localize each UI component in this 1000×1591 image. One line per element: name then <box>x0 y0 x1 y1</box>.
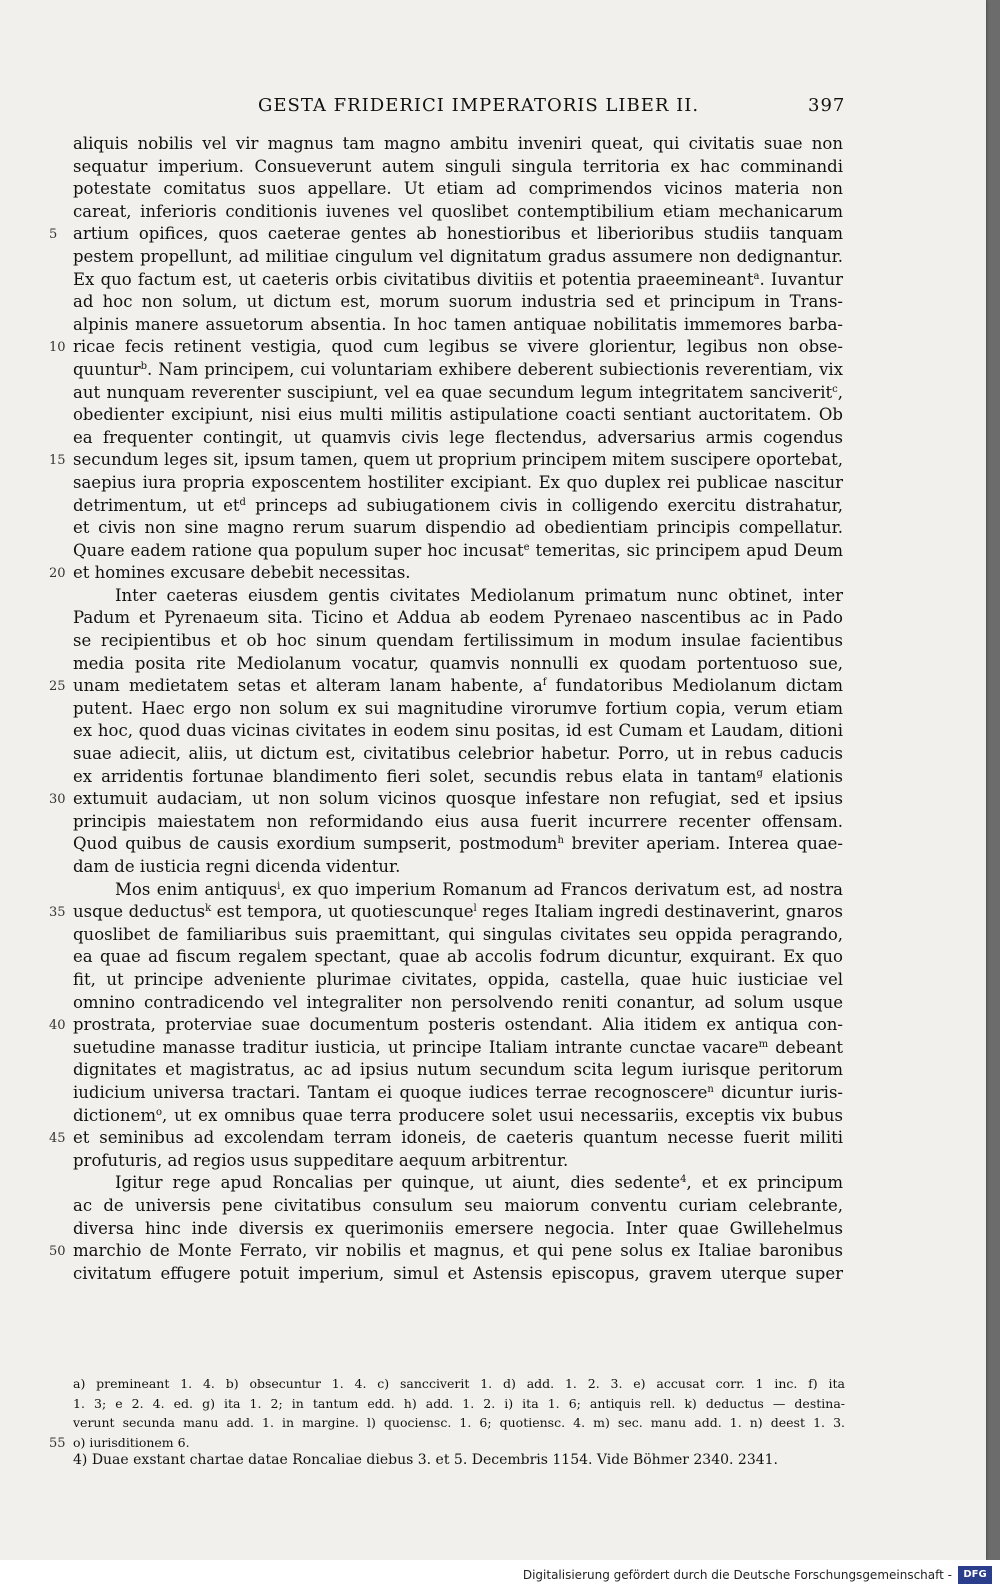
text-line: dictionem$^o$, ut ex omnibus quae terra producere solet usui necessariis, exceptis vix bubus <box>73 1105 843 1125</box>
note-marker: d <box>239 496 246 508</box>
note-marker: a <box>753 270 760 282</box>
text-line: quuntur$^b$. Nam principem, cui voluntariam exhibere deberent subiectionis reverentiam, vix <box>73 359 843 379</box>
text-line: ex hoc, quod duas vicinas civitates in eodem sinu positas, id est Cumam et Laudam, ditioni <box>73 721 843 741</box>
text-line: ac de universis pene civitatibus consulum seu maiorum conventu curiam celebrante, <box>73 1195 843 1215</box>
text-line: 25 unam medietatem setas et alteram lanam habente, $a^f$ fundatoribus Mediolanum dictam <box>73 675 843 698</box>
text-line: fit, ut principe adveniente plurimae civitates, oppida, castella, quae huic iusticiae vel <box>73 969 843 989</box>
note-marker: k <box>205 903 212 915</box>
text-line: Padum et Pyrenaeum sita. Ticino et Addua ab eodem Pyrenaeo nascentibus ac in Pado <box>73 608 843 628</box>
text-line: suae adiecit, aliis, ut dictum est, civitatibus celebrior habetur. Porro, ut in rebus caducis <box>73 744 843 764</box>
credit-bar <box>0 1560 1000 1591</box>
text-line: suetudine manasse traditur iusticia, ut principe Italiam intrante cunctae vacare$^m$ debeant <box>73 1037 843 1057</box>
text-line: iudicium universa tractari. Tantam ei quoque iudices terrae recognoscere$^n$ dicuntur iuris- <box>73 1082 843 1102</box>
note-marker: e <box>523 541 530 553</box>
note-marker: m <box>758 1038 769 1050</box>
text-line: Inter caeteras eiusdem gentis civitates Mediolanum primatum nunc obtinet, inter <box>115 585 843 605</box>
line-number: 25 <box>49 679 66 695</box>
text-line: 20 et homines excusare debebit necessitas. <box>73 562 843 585</box>
note-marker: f <box>542 677 547 689</box>
text-line: obedienter excipiunt, nisi eius multi militis astipulatione coacti sentiant auctoritatem. Ob <box>73 405 843 425</box>
text-line: aut nunquam reverenter suscipiunt, vel ea quae secundum legum integritatem sanciverit$^c$, <box>73 382 843 402</box>
page-number: 397 <box>808 95 846 116</box>
text-line: Mos enim antiquus$^i$, ex quo imperium Romanum ad Francos derivatum est, ad nostra <box>115 879 843 899</box>
apparatus-line: verunt secunda manu add. 1. in margine. l) quociensc. 1. 6; quotiensc. 4. m) sec. manu add. 1. n) deest 1. 3. <box>73 1415 845 1431</box>
text-line: quoslibet de familiaribus suis praemittant, qui singulas civitates seu oppida peragrando, <box>73 924 843 944</box>
note-marker: g <box>756 767 763 779</box>
text-line: Quod quibus de causis exordium sumpserit, postmodum$^h$ breviter aperiam. Interea quae- <box>73 834 843 854</box>
text-line: 30 extumuit audaciam, ut non solum vicinos quosque infestare non refugiat, sed et ipsius <box>73 788 843 811</box>
line-number: 55 <box>49 1435 66 1451</box>
line-number: 40 <box>49 1018 66 1034</box>
text-line: ex arridentis fortunae blandimento fieri solet, secundis rebus elata in tantam$^g$ elationis <box>73 766 843 786</box>
text-line: 45 et seminibus ad excolendam terram idoneis, de caeteris quantum necesse fuerit militi <box>73 1127 843 1150</box>
text-line: Ex quo factum est, ut caeteris orbis civitatibus divitiis et potentia praeemineant$^a$. Iuvantur <box>73 269 843 289</box>
line-number: 30 <box>49 792 66 808</box>
footnote-text: 4) Duae exstant chartae datae Roncaliae diebus 3. et 5. Decembris 1154. Vide Böhmer 2340. 2341. <box>73 1452 779 1468</box>
text-line: potestate comitatus suos appellare. Ut etiam ad comprimendos vicinos materia non <box>73 179 843 199</box>
text-line: 50 marchio de Monte Ferrato, vir nobilis et magnus, et qui pene solus ex Italiae baronibus <box>73 1240 843 1263</box>
text-line: 5 artium opifices, quos caeterae gentes ab honestioribus et liberioribus studiis tanquam <box>73 223 843 246</box>
dfg-logo-icon: DFG <box>958 1566 992 1584</box>
text-line: profuturis, ad regios usus suppeditare aequum arbitrentur. <box>73 1150 569 1170</box>
note-marker: l <box>473 903 477 915</box>
text-line: civitatum effugere potuit imperium, simul et Astensis episcopus, gravem uterque super <box>73 1263 843 1283</box>
text-line: alpinis manere assuetorum absentia. In hoc tamen antiquae nobilitatis immemores barba- <box>73 314 843 334</box>
note-marker: i <box>277 880 281 892</box>
text-line: 40 prostrata, proterviae suae documentum posteris ostendant. Alia itidem ex antiqua con- <box>73 1014 843 1037</box>
text-line: et civis non sine magno rerum suarum dispendio ad obedientiam principis compellatur. <box>73 518 843 538</box>
note-marker: h <box>557 835 564 847</box>
text-line: diversa hinc inde diversis ex querimoniis emersere negocia. Inter quae Gwillehelmus <box>73 1218 843 1238</box>
critical-apparatus <box>49 1374 845 1452</box>
note-marker: 4 <box>680 1174 687 1186</box>
text-line: Quare eadem ratione qua populum super hoc incusat$^e$ temeritas, sic principem apud Deum <box>73 540 844 560</box>
text-line: 10 ricae fecis retinent vestigia, quod cum legibus se vivere glorientur, legibus non obse- <box>73 336 843 359</box>
line-number: 45 <box>49 1131 66 1147</box>
text-line: pestem propellunt, ad militiae cingulum vel dignitatum gradus assumere non dedignantur. <box>73 246 843 266</box>
apparatus-line: 1. 3; e 2. 4. ed. g) ita 1. 2; in tantum edd. h) add. 1. 2. i) ita 1. 6; antiquis rell. k) deductus — destina- <box>73 1395 845 1411</box>
text-line: 15 secundum leges sit, ipsum tamen, quem ut proprium principem mitem suscipere oportebat, <box>73 449 843 472</box>
text-line: omnino contradicendo vel integraliter non persolvendo reniti conantur, ad solum usque <box>73 992 843 1012</box>
apparatus-line: 55 o) iurisditionem 6. <box>73 1433 845 1453</box>
footnote <box>73 1452 845 1472</box>
note-marker: b <box>140 360 147 372</box>
line-number: 5 <box>49 227 58 243</box>
text-line: 35 usque deductus$^k$ est tempora, ut quotiescunque$^l$ reges Italiam ingredi destinaverint, gnaros <box>73 901 843 924</box>
text-line: aliquis nobilis vel vir magnus tam magno ambitu inveniri queat, qui civitatis suae non <box>73 134 843 153</box>
note-marker: n <box>707 1083 714 1095</box>
line-number: 10 <box>49 340 66 356</box>
note-marker: o <box>155 1106 162 1118</box>
text-line: putent. Haec ergo non solum ex sui magnitudine virorumve fortium copia, verum etiam <box>73 698 843 718</box>
apparatus-line: a) premineant 1. 4. b) obsecuntur 1. 4. c) sancciverit 1. d) add. 1. 2. 3. e) accusat corr. 1 inc. f) ita <box>73 1376 845 1391</box>
line-number: 50 <box>49 1244 66 1260</box>
text-line: dignitates et magistratus, ac ad ipsius nutum secundum scita legum iurisque peritorum <box>73 1060 843 1080</box>
credit-text: Digitalisierung gefördert durch die Deutsche Forschungsgemeinschaft - <box>522 1568 952 1582</box>
text-line: ea quae ad fiscum regalem spectant, quae ab accolis fodrum dicuntur, exquirant. Ex quo <box>73 947 843 967</box>
text-line: ad hoc non solum, ut dictum est, morum suorum industria sed et principum in Trans- <box>73 292 843 312</box>
text-line: media posita rite Mediolanum vocatur, quamvis nonnulli ex quodam portentuoso sue, <box>73 653 843 673</box>
text-line: saepius iura propria exposcentem hostiliter excipiant. Ex quo duplex rei publicae nascitur <box>73 472 843 492</box>
text-line: careat, inferioris conditionis iuvenes vel quoslibet contemptibilium etiam mechanicarum <box>73 201 843 221</box>
running-header <box>0 95 986 119</box>
main-text <box>49 133 844 1285</box>
text-line: Igitur rege apud Roncalias per quinque, ut aiunt, dies sedente$^4$, et ex principum <box>115 1173 843 1193</box>
line-number: 15 <box>49 453 66 469</box>
running-title: GESTA FRIDERICI IMPERATORIS LIBER II. <box>258 95 700 116</box>
text-line: detrimentum, ut $et^d$ princeps ad subiugationem civis in colligendo exercitu distrahatur, <box>73 495 843 515</box>
text-line: sequatur imperium. Consueverunt autem singuli singula territoria ex hac comminandi <box>73 156 843 176</box>
text-line: se recipientibus et ob hoc sinum quendam fertilissimum in modum insulae facientibus <box>73 631 843 651</box>
text-line: principis maiestatem non reformidando eius ausa fuerit incurrere recenter offensam. <box>73 811 843 831</box>
line-number: 20 <box>49 566 66 582</box>
note-marker: c <box>832 383 838 395</box>
line-number: 35 <box>49 905 66 921</box>
text-line: ea frequenter contingit, ut quamvis civis lege flectendus, adversarius armis cogendus <box>73 427 843 447</box>
text-line: dam de iusticia regni dicenda videntur. <box>73 857 401 876</box>
